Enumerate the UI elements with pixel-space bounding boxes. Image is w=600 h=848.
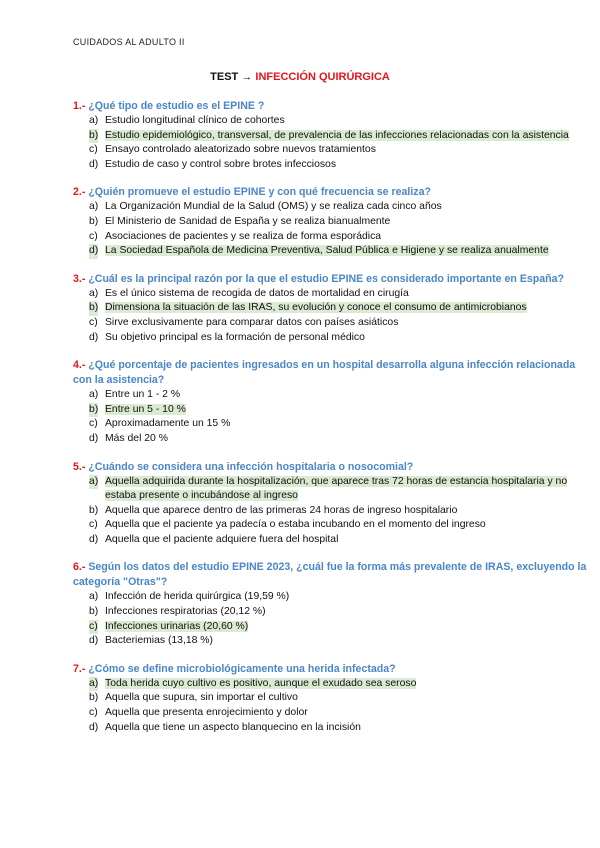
option-text: Infecciones urinarias (20,60 %) — [105, 620, 249, 632]
question-text: Según los datos del estudio EPINE 2023, ¿cuál fue la forma más prevalente de IRAS, excluyendo la categoría "Otras"? — [73, 561, 587, 589]
answer-option-correct — [73, 244, 588, 259]
question-text: ¿Cuál es la principal razón por la que el estudio EPINE es considerado importante en España? — [85, 272, 564, 285]
question-number: 4.- — [73, 359, 86, 372]
question-title — [73, 185, 588, 200]
option-text: Su objetivo principal es la formación de personal médico — [105, 331, 365, 343]
question-number: 2.- — [73, 186, 86, 199]
option-letter: a) — [89, 287, 99, 299]
option-text: Infecciones respiratorias (20,12 %) — [105, 606, 266, 618]
option-letter: b) — [89, 606, 99, 618]
option-letter: a) — [89, 389, 99, 401]
option-letter: a) — [89, 677, 98, 692]
option-letter: c) — [89, 707, 98, 719]
option-letter: d) — [89, 635, 99, 647]
question-number: 5.- — [73, 460, 86, 473]
answer-option — [73, 691, 588, 706]
question-number: 7.- — [73, 662, 86, 675]
title-topic: INFECCIÓN QUIRÚRGICA — [255, 71, 390, 83]
answer-option — [73, 388, 588, 403]
option-text: La Sociedad Española de Medicina Preventiva, Salud Pública e Higiene y se realiza anualmente — [105, 245, 549, 257]
answer-option — [73, 432, 588, 447]
option-list — [73, 200, 588, 258]
question-title — [73, 662, 588, 677]
option-letter: d) — [89, 244, 98, 259]
question-text: ¿Cuándo se considera una infección hospitalaria o nosocomial? — [85, 460, 414, 473]
option-text: Aquella que supura, sin importar el cultivo — [105, 692, 298, 704]
question-title — [73, 358, 588, 388]
option-text: Estudio de caso y control sobre brotes infecciosos — [105, 158, 337, 170]
option-letter: c) — [89, 230, 98, 242]
question-number: 6.- — [73, 561, 86, 574]
option-letter: c) — [89, 519, 98, 531]
page-title — [0, 71, 600, 83]
question-title — [73, 460, 588, 475]
answer-option — [73, 230, 588, 245]
question-title — [73, 99, 588, 114]
question-text: ¿Qué porcentaje de pacientes ingresados en un hospital desarrolla alguna infección relacionada con la asistencia? — [73, 359, 576, 387]
option-text: Estudio epidemiológico, transversal, de prevalencia de las infecciones relacionadas con la asistencia — [105, 129, 569, 141]
option-text: Dimensiona la situación de las IRAS, su evolución y conoce el consumo de antimicrobianos — [105, 302, 527, 314]
answer-option — [73, 533, 588, 548]
question-text: ¿Cómo se define microbiológicamente una herida infectada? — [85, 662, 396, 675]
option-text: Aquella adquirida durante la hospitalización, que aparece tras 72 horas de estancia hospitalaria y no estaba presente o incubándose al ingreso — [105, 475, 568, 502]
option-letter: c) — [89, 620, 98, 635]
option-letter: d) — [89, 721, 99, 733]
option-letter: a) — [89, 201, 99, 213]
option-text: Ensayo controlado aleatorizado sobre nuevos tratamientos — [105, 144, 376, 156]
answer-option — [73, 200, 588, 215]
option-text: La Organización Mundial de la Salud (OMS) y se realiza cada cinco años — [105, 201, 442, 213]
question-block — [73, 185, 588, 258]
option-letter: b) — [89, 504, 99, 516]
answer-option — [73, 634, 588, 649]
option-list — [73, 388, 588, 446]
question-number: 1.- — [73, 100, 86, 112]
option-list — [73, 475, 588, 548]
question-block — [73, 662, 588, 735]
option-text: El Ministerio de Sanidad de España y se realiza bianualmente — [105, 215, 391, 227]
answer-option — [73, 504, 588, 519]
option-letter: b) — [89, 692, 99, 704]
option-letter: c) — [89, 418, 98, 430]
option-text: Entre un 5 - 10 % — [105, 403, 186, 415]
option-text: Asociaciones de pacientes y se realiza de forma esporádica — [105, 230, 382, 242]
answer-option — [73, 143, 588, 158]
option-text: Infección de herida quirúrgica (19,59 %) — [105, 591, 290, 603]
option-text: Aquella que el paciente ya padecía o estaba incubando en el momento del ingreso — [105, 519, 486, 531]
question-text: ¿Quién promueve el estudio EPINE y con qué frecuencia se realiza? — [85, 186, 431, 199]
answer-option-correct — [73, 475, 588, 504]
question-list — [73, 99, 588, 748]
option-letter: b) — [89, 301, 98, 316]
option-letter: d) — [89, 331, 99, 343]
answer-option-correct — [73, 403, 588, 418]
answer-option-correct — [73, 301, 588, 316]
option-text: Entre un 1 - 2 % — [105, 389, 181, 401]
option-text: Toda herida cuyo cultivo es positivo, aunque el exudado sea seroso — [105, 677, 417, 689]
question-text: ¿Qué tipo de estudio es el EPINE ? — [85, 100, 265, 112]
question-block — [73, 560, 588, 648]
answer-option — [73, 331, 588, 346]
option-text: Es el único sistema de recogida de datos de mortalidad en cirugía — [105, 287, 409, 299]
option-text: Más del 20 % — [105, 432, 168, 444]
answer-option — [73, 287, 588, 302]
question-block — [73, 358, 588, 446]
answer-option — [73, 417, 588, 432]
question-block — [73, 272, 588, 345]
answer-option — [73, 215, 588, 230]
question-number: 3.- — [73, 272, 86, 285]
course-header: CUIDADOS AL ADULTO II — [73, 37, 185, 47]
option-list — [73, 590, 588, 648]
option-letter: d) — [89, 158, 99, 170]
title-prefix: TEST → — [210, 71, 256, 83]
answer-option — [73, 706, 588, 721]
answer-option-correct — [73, 620, 588, 635]
option-letter: a) — [89, 475, 98, 490]
option-list — [73, 287, 588, 345]
question-block — [73, 460, 588, 548]
option-list — [73, 114, 588, 172]
option-text: Estudio longitudinal clínico de cohortes — [105, 115, 285, 126]
answer-option — [73, 721, 588, 736]
answer-option — [73, 158, 588, 173]
option-letter: b) — [89, 403, 98, 418]
option-text: Sirve exclusivamente para comparar datos con países asiáticos — [105, 316, 399, 328]
option-letter: b) — [89, 129, 98, 144]
option-text: Aquella que tiene un aspecto blanquecino en la incisión — [105, 721, 361, 733]
option-text: Bacteriemias (13,18 %) — [105, 635, 213, 647]
option-letter: b) — [89, 215, 99, 227]
option-letter: c) — [89, 144, 98, 156]
option-list — [73, 677, 588, 735]
question-block — [73, 99, 588, 172]
answer-option-correct — [73, 129, 588, 144]
option-text: Aquella que aparece dentro de las primeras 24 horas de ingreso hospitalario — [105, 504, 458, 516]
option-letter: a) — [89, 591, 99, 603]
option-text: Aproximadamente un 15 % — [105, 418, 231, 430]
option-text: Aquella que presenta enrojecimiento y dolor — [105, 707, 308, 719]
question-title — [73, 560, 588, 590]
answer-option-correct — [73, 677, 588, 692]
answer-option — [73, 518, 588, 533]
answer-option — [73, 605, 588, 620]
option-letter: d) — [89, 533, 99, 545]
answer-option — [73, 114, 588, 129]
option-letter: c) — [89, 316, 98, 328]
answer-option — [73, 316, 588, 331]
option-letter: a) — [89, 115, 99, 126]
option-text: Aquella que el paciente adquiere fuera del hospital — [105, 533, 339, 545]
option-letter: d) — [89, 432, 99, 444]
question-title — [73, 272, 588, 287]
answer-option — [73, 590, 588, 605]
